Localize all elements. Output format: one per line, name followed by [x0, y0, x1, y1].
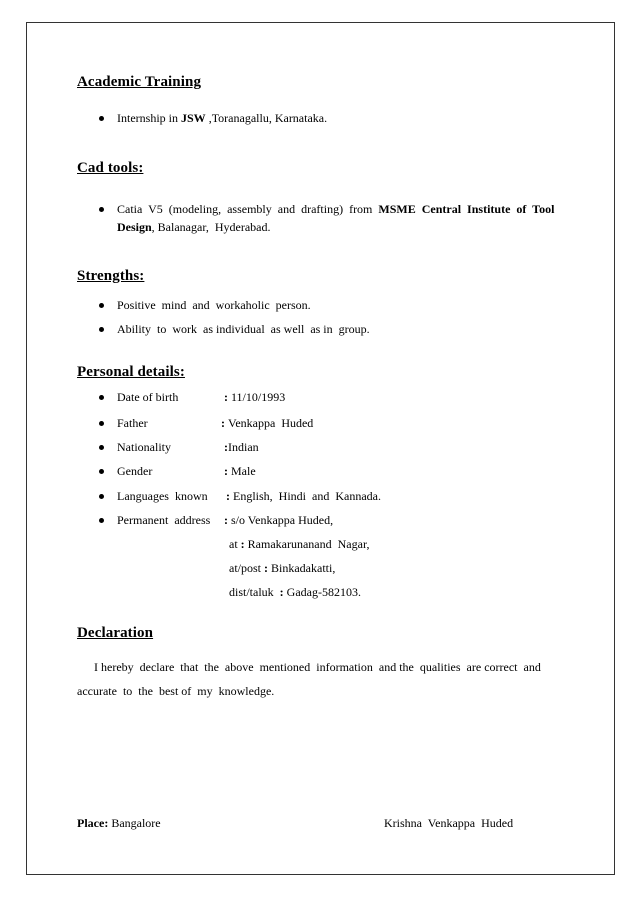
bullet-icon — [99, 116, 104, 121]
nationality-value: :Indian — [224, 440, 259, 454]
page-border — [26, 22, 615, 875]
father-label: Father — [117, 416, 148, 430]
cad-tools-item-line1: Catia V5 (modeling, assembly and drafting) from MSME Central Institute of Tool — [117, 202, 555, 216]
declaration-heading: Declaration — [77, 625, 154, 641]
languages-known-label: Languages known — [117, 489, 208, 503]
address-line: at : Ramakarunanand Nagar, — [229, 537, 370, 551]
father-value: : Venkappa Huded — [221, 416, 314, 430]
declaration-text-line1: I hereby declare that the above mentioned information and the qualities are correct and — [94, 660, 541, 674]
signature-name: Krishna Venkappa Huded — [384, 816, 514, 830]
languages-known-value: : English, Hindi and Kannada. — [226, 489, 381, 503]
nationality-label: Nationality — [117, 440, 171, 454]
academic-training-item: Internship in JSW ,Toranagallu, Karnataka. — [117, 111, 328, 125]
date-of-birth-value: : 11/10/1993 — [224, 390, 286, 404]
bullet-icon — [99, 518, 104, 523]
gender-value: : Male — [224, 464, 256, 478]
date-of-birth-label: Date of birth — [117, 390, 179, 404]
address-line: dist/taluk : Gadag-582103. — [229, 585, 361, 599]
cad-tools-heading: Cad tools: — [77, 160, 144, 176]
strengths-heading: Strengths: — [77, 268, 145, 284]
bullet-icon — [99, 469, 104, 474]
strengths-item: Ability to work as individual as well as in group. — [117, 322, 370, 336]
place: Place: Bangalore — [77, 816, 161, 830]
academic-training-heading: Academic Training — [77, 74, 202, 90]
bullet-icon — [99, 395, 104, 400]
bullet-icon — [99, 494, 104, 499]
bullet-icon — [99, 421, 104, 426]
address-line: at/post : Binkadakatti, — [229, 561, 336, 575]
personal-details-heading: Personal details: — [77, 364, 185, 380]
cad-tools-item-line2: Design, Balanagar, Hyderabad. — [117, 220, 271, 234]
permanent-address-label: Permanent address — [117, 513, 211, 527]
gender-label: Gender — [117, 464, 153, 478]
bullet-icon — [99, 207, 104, 212]
bullet-icon — [99, 303, 104, 308]
declaration-text-line2: accurate to the best of my knowledge. — [77, 684, 275, 698]
bullet-icon — [99, 445, 104, 450]
bullet-icon — [99, 327, 104, 332]
strengths-item: Positive mind and workaholic person. — [117, 298, 311, 312]
permanent-address-value: : s/o Venkappa Huded, — [224, 513, 334, 527]
